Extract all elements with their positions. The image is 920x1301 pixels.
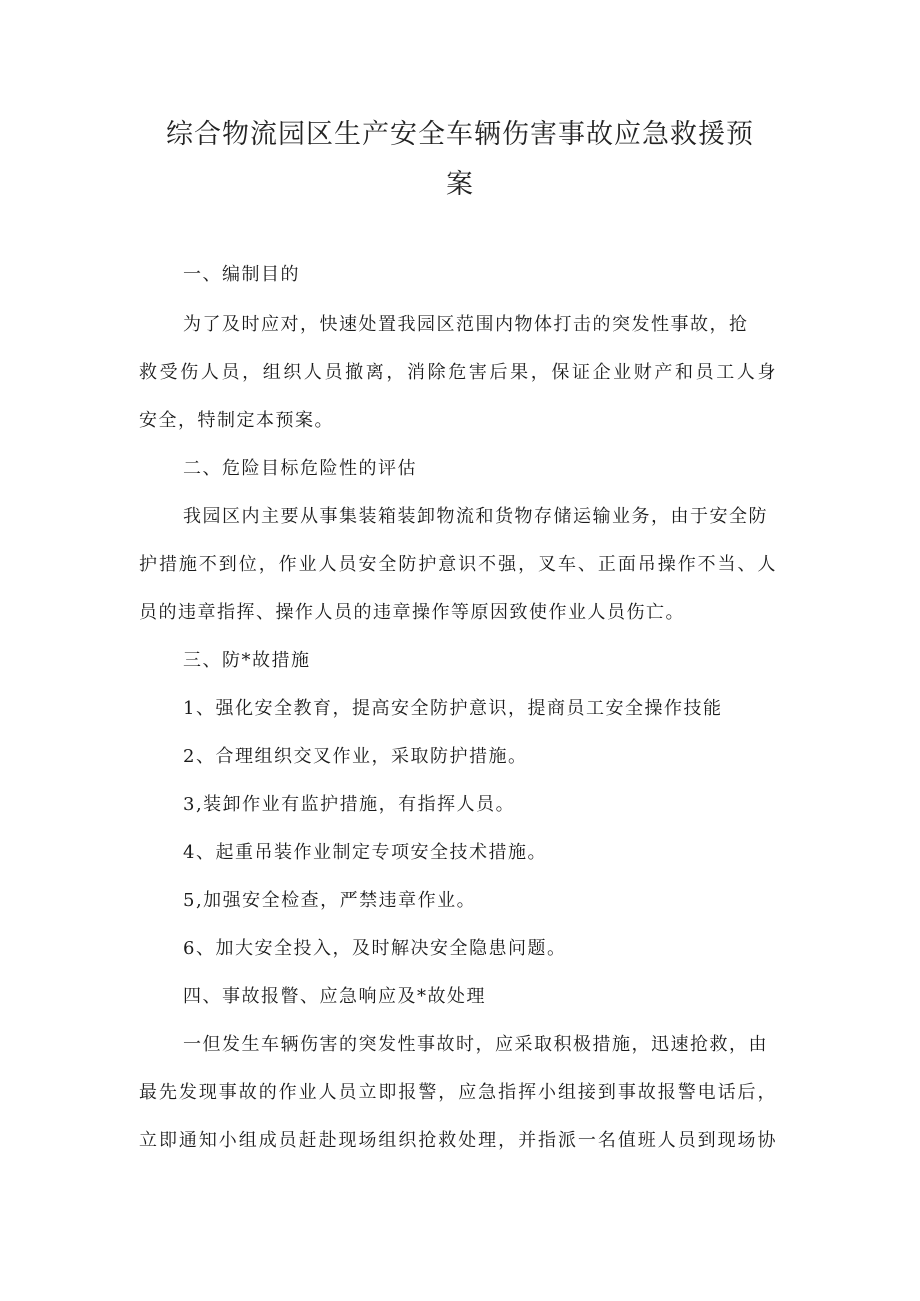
list-item: 4、起重吊装作业制定专项安全技术措施。 [183, 842, 547, 863]
paragraph-line: 员的违章指挥、操作人员的违章操作等原因致使作业人员伤亡。 [139, 602, 685, 623]
document-title-line-1: 综合物流园区生产安全车辆伤害事故应急救援预 [166, 119, 754, 150]
list-item: 3,装卸作业有监护措施，有指挥人员。 [183, 794, 516, 815]
section-heading-prevention: 三、防*故措施 [183, 650, 311, 671]
list-item: 2、合理组织交叉作业，采取防护措施。 [183, 746, 528, 767]
paragraph-line: 一但发生车辆伤害的突发性事故时，应采取积极措施，迅速抢救，由 [183, 1034, 768, 1055]
paragraph-line: 我园区内主要从事集装箱装卸物流和货物存储运输业务，由于安全防 [183, 506, 768, 527]
paragraph-line: 护措施不到位，作业人员安全防护意识不强，叉车、正面吊操作不当、人 [139, 554, 777, 575]
paragraph-line: 立即通知小组成员赶赴现场组织抢救处理，并指派一名值班人员到现场协 [139, 1130, 777, 1151]
section-heading-purpose: 一、编制目的 [183, 264, 300, 285]
paragraph-line: 为了及时应对，快速处置我园区范围内物体打击的突发性事故，抢 [183, 314, 749, 335]
list-item: 6、加大安全投入，及时解决安全隐患问题。 [183, 938, 567, 959]
paragraph-line: 安全，特制定本预案。 [139, 410, 334, 431]
list-item: 1、强化安全教育，提高安全防护意识，提商员工安全操作技能 [183, 698, 723, 719]
paragraph-line: 最先发现事故的作业人员立即报警，应急指挥小组接到事故报警电话后， [139, 1082, 777, 1103]
section-heading-response: 四、事故报瞥、应急响应及*故处理 [183, 986, 486, 1007]
section-heading-risk-assessment: 二、危险目标危险性的评估 [183, 458, 417, 479]
document-title-line-2: 案 [446, 169, 474, 200]
list-item: 5,加强安全检查，严禁违章作业。 [183, 890, 477, 911]
paragraph-line: 救受伤人员，组织人员撤离，消除危害后果，保证企业财产和员工人身 [139, 362, 777, 383]
